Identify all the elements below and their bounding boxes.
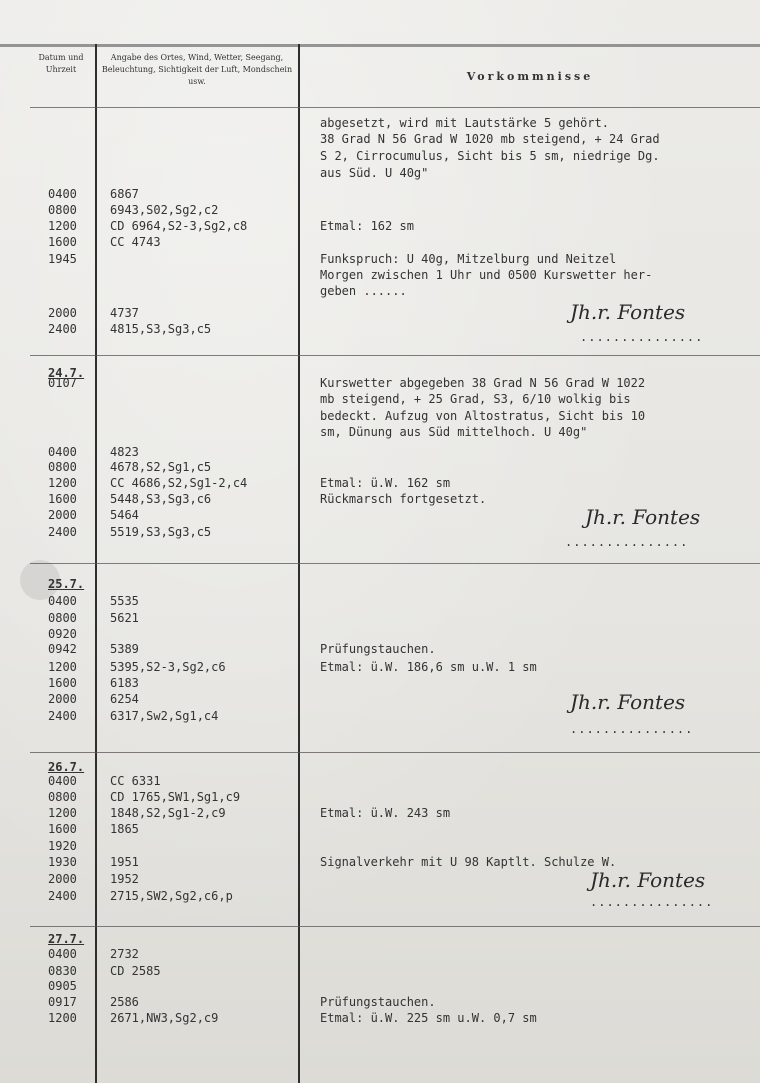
entry-time: 0830 — [48, 964, 77, 978]
entry-events: Etmal: ü.W. 225 sm u.W. 0,7 sm — [320, 1011, 537, 1025]
entry-position: CC 4686,S2,Sg1-2,c4 — [110, 476, 248, 490]
entry-events: mb steigend, + 25 Grad, S3, 6/10 wolkig bis — [320, 392, 631, 406]
entry-position: 5464 — [110, 508, 139, 522]
entry-position: CD 6964,S2-3,Sg2,c8 — [110, 219, 248, 233]
entry-time: 0917 — [48, 995, 77, 1009]
entry-events: Etmal: 162 sm — [320, 219, 414, 233]
entry-events: Etmal: ü.W. 186,6 sm u.W. 1 sm — [320, 660, 537, 674]
entry-position: CC 6331 — [110, 774, 161, 788]
entry-events: abgesetzt, wird mit Lautstärke 5 gehört. — [320, 116, 609, 130]
entry-time: 0400 — [48, 774, 77, 788]
entry-position: 5389 — [110, 642, 139, 656]
entry-position: 5519,S3,Sg3,c5 — [110, 525, 212, 539]
entry-position: 1865 — [110, 822, 139, 836]
header-rule — [30, 107, 760, 108]
entry-time: 26.7. — [48, 760, 85, 774]
day-rule-3 — [30, 752, 760, 753]
entry-time: 0942 — [48, 642, 77, 656]
entry-events: Etmal: ü.W. 243 sm — [320, 806, 451, 820]
entry-time: 1600 — [48, 822, 77, 836]
entry-time: 0800 — [48, 790, 77, 804]
entry-position: CD 2585 — [110, 964, 161, 978]
entry-position: 1951 — [110, 855, 139, 869]
entry-position: 6254 — [110, 692, 139, 706]
entry-time: 2400 — [48, 525, 77, 539]
entry-events: Etmal: ü.W. 162 sm — [320, 476, 451, 490]
entry-position: CC 4743 — [110, 235, 161, 249]
entry-time: 1200 — [48, 806, 77, 820]
entry-position: 4823 — [110, 445, 139, 459]
entry-events: Prüfungstauchen. — [320, 642, 436, 656]
signature-line-3: ............... — [570, 722, 694, 736]
signature-line-1: ............... — [580, 330, 704, 344]
entry-time: 0905 — [48, 979, 77, 993]
entry-position: 1952 — [110, 872, 139, 886]
day-rule-4 — [30, 926, 760, 927]
entry-position: 2586 — [110, 995, 139, 1009]
signature-3: Jh.r. Fontes — [570, 690, 686, 714]
entry-events: geben ...... — [320, 284, 407, 298]
entry-position: 6943,S02,Sg2,c2 — [110, 203, 219, 217]
entry-events: S 2, Cirrocumulus, Sicht bis 5 sm, niedrige Dg. — [320, 149, 660, 163]
entry-time: 1600 — [48, 235, 77, 249]
entry-time: 0920 — [48, 627, 77, 641]
entry-events: 38 Grad N 56 Grad W 1020 mb steigend, + 24 Grad — [320, 132, 660, 146]
entry-events: Prüfungstauchen. — [320, 995, 436, 1009]
top-border — [0, 44, 760, 47]
entry-time: 1600 — [48, 492, 77, 506]
entry-events: Rückmarsch fortgesetzt. — [320, 492, 487, 506]
entry-time: 2000 — [48, 306, 77, 320]
entry-position: 2715,SW2,Sg2,c6,p — [110, 889, 233, 903]
entry-time: 0400 — [48, 947, 77, 961]
entry-time: 1200 — [48, 476, 77, 490]
entry-position: 6183 — [110, 676, 139, 690]
entry-time: 1945 — [48, 252, 77, 266]
signature-line-4: ............... — [590, 895, 714, 909]
entry-position: 1848,S2,Sg1-2,c9 — [110, 806, 226, 820]
entry-time: 2000 — [48, 872, 77, 886]
entry-position: 2732 — [110, 947, 139, 961]
entry-time: 2400 — [48, 322, 77, 336]
entry-events: aus Süd. U 40g" — [320, 166, 429, 180]
entry-position: 6317,Sw2,Sg1,c4 — [110, 709, 219, 723]
entry-time: 27.7. — [48, 932, 85, 946]
entry-position: 4815,S3,Sg3,c5 — [110, 322, 212, 336]
entry-position: 5448,S3,Sg3,c6 — [110, 492, 212, 506]
entry-time: 0400 — [48, 187, 77, 201]
entry-events: Funkspruch: U 40g, Mitzelburg und Neitzel — [320, 252, 617, 266]
day-rule-2 — [30, 563, 760, 564]
entry-position: CD 1765,SW1,Sg1,c9 — [110, 790, 241, 804]
entry-events: sm, Dünung aus Süd mittelhoch. U 40g" — [320, 425, 588, 439]
entry-time: 1200 — [48, 660, 77, 674]
entry-position: 5621 — [110, 611, 139, 625]
entry-time: 1930 — [48, 855, 77, 869]
entry-position: 2671,NW3,Sg2,c9 — [110, 1011, 219, 1025]
entry-events: Signalverkehr mit U 98 Kaptlt. Schulze W. — [320, 855, 617, 869]
entry-time: 1920 — [48, 839, 77, 853]
entry-events: bedeckt. Aufzug von Altostratus, Sicht bis 10 — [320, 409, 646, 423]
entry-position: 6867 — [110, 187, 139, 201]
entry-time: 2000 — [48, 692, 77, 706]
entry-time: 2000 — [48, 508, 77, 522]
entry-time: 2400 — [48, 889, 77, 903]
entry-position: 5395,S2-3,Sg2,c6 — [110, 660, 226, 674]
entry-position: 4678,S2,Sg1,c5 — [110, 460, 212, 474]
entry-time: 0800 — [48, 460, 77, 474]
entry-time: 0107 — [48, 376, 77, 390]
entry-time: 1200 — [48, 219, 77, 233]
entry-time: 2400 — [48, 709, 77, 723]
entry-time: 1200 — [48, 1011, 77, 1025]
entry-time: 0800 — [48, 611, 77, 625]
entry-time: 0800 — [48, 203, 77, 217]
entry-position: 5535 — [110, 594, 139, 608]
entry-position: 4737 — [110, 306, 139, 320]
header-datum: Datum und Uhrzeit — [38, 53, 84, 74]
header-vorkommnisse: Vorkommnisse — [466, 70, 594, 83]
entry-time: 24.7. — [48, 366, 85, 380]
signature-2: Jh.r. Fontes — [585, 505, 701, 529]
signature-line-2: ............... — [565, 535, 689, 549]
entry-time: 1600 — [48, 676, 77, 690]
entry-time: 25.7. — [48, 577, 85, 591]
entry-time: 0400 — [48, 445, 77, 459]
signature-1: Jh.r. Fontes — [570, 300, 686, 324]
signature-4: Jh.r. Fontes — [590, 868, 706, 892]
entry-events: Morgen zwischen 1 Uhr und 0500 Kurswetter her- — [320, 268, 653, 282]
header-ort: Angabe des Ortes, Wind, Wetter, Seegang, Beleuchtung, Sichtigkeit der Luft, Mondschein usw. — [101, 53, 293, 86]
entry-time: 0400 — [48, 594, 77, 608]
day-rule-1 — [30, 355, 760, 356]
entry-events: Kurswetter abgegeben 38 Grad N 56 Grad W 1022 — [320, 376, 646, 390]
